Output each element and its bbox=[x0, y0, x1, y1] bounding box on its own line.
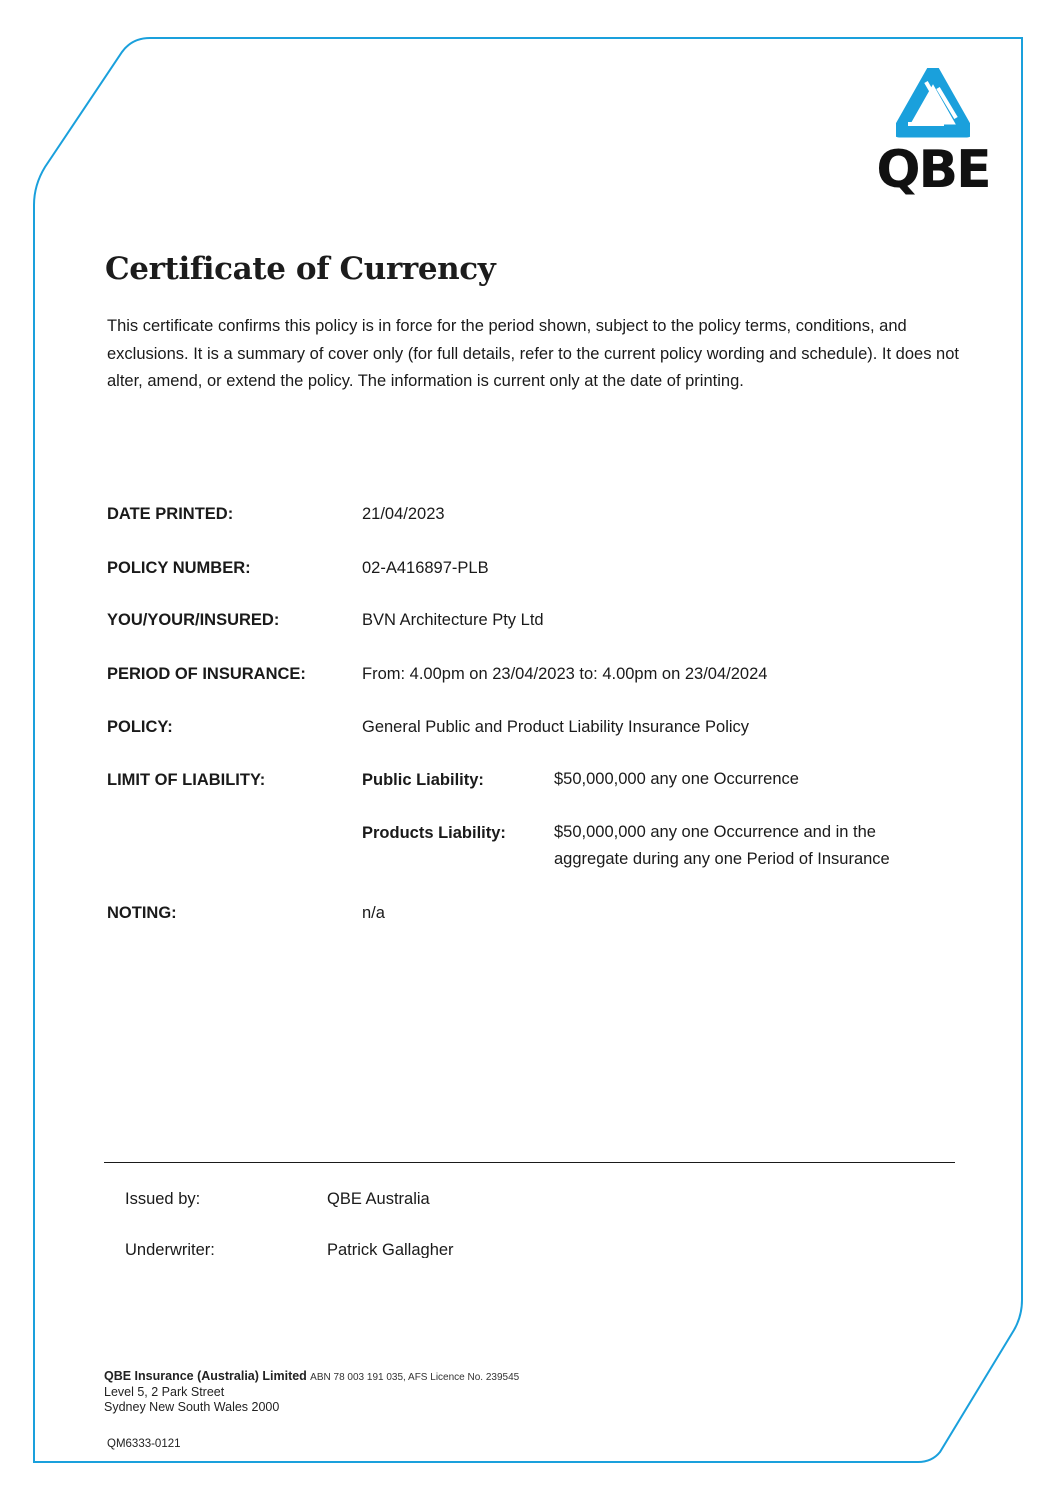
section-divider bbox=[104, 1162, 955, 1163]
products-liability-value: $50,000,000 any one Occurrence and in the aggregate during any one Period of Insurance bbox=[554, 823, 890, 868]
qbe-logo-text: QBE bbox=[876, 140, 990, 200]
noting-label: NOTING: bbox=[107, 904, 177, 922]
policy-number-label: POLICY NUMBER: bbox=[107, 559, 251, 577]
insured-label: YOU/YOUR/INSURED: bbox=[107, 611, 280, 629]
intro-paragraph: This certificate confirms this policy is in force for the period shown, subject to the policy terms, conditions, and exclusions. It is a summary of cover only (for full details, refer to the current policy wording and schedule). It does not alter, amend, or extend the policy. The information is current only at the date of printing. bbox=[107, 317, 959, 390]
footer-address-line1: Level 5, 2 Park Street bbox=[104, 1385, 225, 1399]
page-title: Certificate of Currency bbox=[105, 251, 496, 287]
period-label: PERIOD OF INSURANCE: bbox=[107, 665, 306, 683]
policy-label: POLICY: bbox=[107, 718, 173, 736]
footer-abn: ABN 78 003 191 035, AFS Licence No. 239545 bbox=[310, 1372, 520, 1383]
footer-company-name: QBE Insurance (Australia) Limited bbox=[104, 1369, 307, 1383]
date-printed-value: 21/04/2023 bbox=[362, 505, 445, 523]
insured-value: BVN Architecture Pty Ltd bbox=[362, 611, 544, 629]
period-value: From: 4.00pm on 23/04/2023 to: 4.00pm on 23/04/2024 bbox=[362, 665, 768, 683]
underwriter-value: Patrick Gallagher bbox=[327, 1241, 454, 1258]
issued-by-value: QBE Australia bbox=[327, 1190, 430, 1208]
policy-value: General Public and Product Liability Insurance Policy bbox=[362, 718, 750, 736]
products-liability-label: Products Liability: bbox=[362, 824, 506, 842]
qbe-logo-mark-icon bbox=[896, 68, 970, 138]
qbe-logo bbox=[876, 68, 990, 200]
noting-value: n/a bbox=[362, 904, 385, 922]
document-code: QM6333-0121 bbox=[107, 1438, 181, 1450]
limit-of-liability-label: LIMIT OF LIABILITY: bbox=[107, 771, 266, 789]
policy-number-value: 02-A416897-PLB bbox=[362, 559, 489, 577]
public-liability-label: Public Liability: bbox=[362, 771, 484, 789]
public-liability-value: $50,000,000 any one Occurrence bbox=[554, 770, 799, 788]
underwriter-label: Underwriter: bbox=[125, 1241, 215, 1258]
date-printed-label: DATE PRINTED: bbox=[107, 505, 234, 523]
issued-by-label: Issued by: bbox=[125, 1190, 201, 1208]
underwriter-row bbox=[110, 1236, 610, 1258]
footer-address-line2: Sydney New South Wales 2000 bbox=[104, 1400, 280, 1414]
